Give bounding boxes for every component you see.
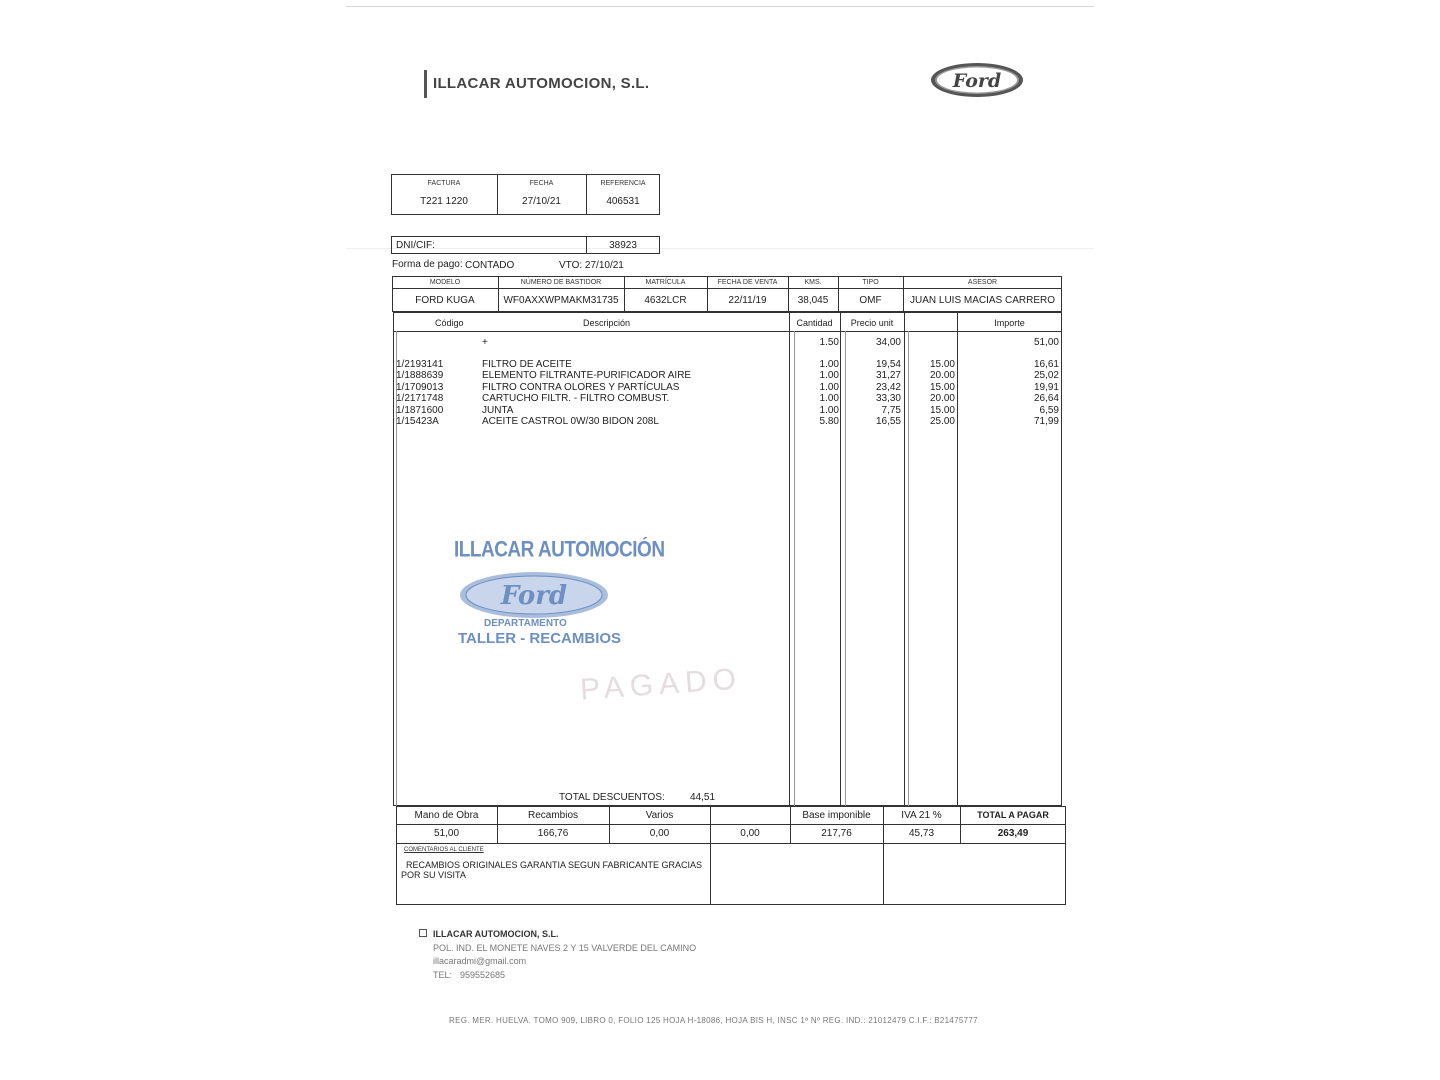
misc-total-value: 0,00 xyxy=(649,828,670,839)
comments-label: COMENTARIOS AL CLIENTE xyxy=(404,847,484,853)
item-code: 1/2193141 xyxy=(396,359,444,370)
item-quantity: 5.80 xyxy=(819,416,839,427)
cantidad-header: Cantidad xyxy=(796,318,833,328)
item-quantity: 1.00 xyxy=(819,370,839,382)
bastidor-value: WF0AXXWPMAKM31735 xyxy=(503,295,619,306)
stamp-shop: TALLER - RECAMBIOS xyxy=(458,630,622,647)
item-description: ACEITE CASTROL 0W/30 BIDON 208L xyxy=(482,416,659,427)
fecha-label: FECHA xyxy=(529,180,554,187)
stamp-title: ILLACAR AUTOMOCIÓN xyxy=(454,538,665,563)
tipo-value: OMF xyxy=(859,295,882,306)
ford-logo-text: Ford xyxy=(952,70,1002,92)
item-amount: 25,02 xyxy=(1033,370,1059,382)
item-quantity: 1.00 xyxy=(819,359,839,370)
total-to-pay-label: TOTAL A PAGAR xyxy=(977,810,1049,820)
labour-price: 34,00 xyxy=(875,337,901,348)
ford-logo xyxy=(930,62,1024,103)
factura-label: FACTURA xyxy=(427,180,461,187)
item-discount: 15.00 xyxy=(929,381,955,393)
dni-label: DNI/CIF: xyxy=(396,240,435,251)
other-total-value: 0,00 xyxy=(740,828,760,839)
factura-value: T221 1220 xyxy=(420,196,468,207)
scan-edge-line xyxy=(346,6,1094,7)
forma-pago-value: CONTADO xyxy=(465,260,515,271)
vat-label: IVA 21 % xyxy=(901,810,942,821)
total-discounts-label: TOTAL DESCUENTOS: xyxy=(559,792,665,803)
item-price: 16,55 xyxy=(875,416,901,427)
forma-pago-label: Forma de pago: xyxy=(392,259,463,270)
footer-tel-value: 959552685 xyxy=(460,970,506,980)
referencia-value: 406531 xyxy=(606,196,640,207)
item-price: 7,75 xyxy=(881,404,901,416)
item-discount: 25.00 xyxy=(929,416,955,427)
item-discount: 15.00 xyxy=(929,359,955,370)
tipo-header: TIPO xyxy=(862,279,879,286)
tax-base-value: 217,76 xyxy=(821,828,852,839)
item-quantity: 1.00 xyxy=(819,404,839,416)
footer-address: POL. IND. EL MONETE NAVES 2 Y 15 VALVERDE DEL CAMINO xyxy=(433,943,697,953)
misc-total-label: Varios xyxy=(645,810,674,821)
item-amount: 16,61 xyxy=(1033,359,1059,370)
company-name: ILLACAR AUTOMOCION, S.L. xyxy=(433,75,650,92)
labour-quantity: 1.50 xyxy=(819,337,839,348)
total-discounts-value: 44,51 xyxy=(690,792,716,803)
stamp-department: DEPARTAMENTO xyxy=(484,618,567,629)
item-description: CARTUCHO FILTR. - FILTRO COMBUST. xyxy=(482,393,670,405)
parts-total-label: Recambios xyxy=(527,810,579,821)
item-discount: 20.00 xyxy=(929,370,955,382)
tax-base-label: Base imponible xyxy=(802,810,871,821)
fecha-venta-header: FECHA DE VENTA xyxy=(717,279,778,286)
total-to-pay-value: 263,49 xyxy=(997,828,1029,839)
asesor-value: JUAN LUIS MACIAS CARRERO xyxy=(909,295,1056,306)
comments-text: RECAMBIOS ORIGINALES GARANTIA SEGUN FABRICANTE GRACIAS POR SU VISITA xyxy=(401,860,703,880)
matricula-value: 4632LCR xyxy=(644,295,687,306)
item-code: 1/2171748 xyxy=(396,393,444,405)
item-code: 1/1871600 xyxy=(396,404,444,416)
stamp-logo-text: Ford xyxy=(500,581,568,611)
footer-company-name: ILLACAR AUTOMOCION, S.L. xyxy=(433,929,559,939)
item-discount: 15.00 xyxy=(929,404,955,416)
paid-stamp: PAGADO xyxy=(579,662,744,707)
parts-total-value: 166,76 xyxy=(537,828,569,839)
item-code: 1/15423A xyxy=(396,416,439,427)
labour-amount: 51,00 xyxy=(1033,337,1059,348)
item-amount: 6,59 xyxy=(1039,404,1059,416)
checkbox-icon xyxy=(419,929,427,937)
referencia-label: REFERENCIA xyxy=(600,180,646,187)
labour-description: + xyxy=(482,337,488,348)
item-price: 23,42 xyxy=(875,381,901,393)
item-description: FILTRO DE ACEITE xyxy=(482,359,572,370)
precio-header: Precio unit xyxy=(850,318,894,328)
kms-header: KMS. xyxy=(804,279,822,286)
item-price: 33,30 xyxy=(875,393,901,405)
bastidor-header: NÚMERO DE BASTIDOR xyxy=(520,279,602,286)
item-description: FILTRO CONTRA OLORES Y PARTÍCULAS xyxy=(482,381,680,393)
modelo-header: MODELO xyxy=(429,279,461,286)
descripcion-header: Descripción xyxy=(583,318,631,328)
vencimiento: VTO: 27/10/21 xyxy=(559,260,624,271)
footer-tel-label: TEL: xyxy=(433,970,453,980)
labour-total-label: Mano de Obra xyxy=(414,810,479,821)
item-quantity: 1.00 xyxy=(819,381,839,393)
item-description: ELEMENTO FILTRANTE-PURIFICADOR AIRE xyxy=(482,370,692,382)
footer-registry: REG. MER. HUELVA. TOMO 909, LIBRO 0, FOLIO 125 HOJA H-18086, HOJA BIS H, INSC 1ª Nº REG. IND.: 21012479 C.I.F.: B21475777 xyxy=(449,1016,978,1025)
item-description: JUNTA xyxy=(482,404,514,416)
company-bar xyxy=(424,70,427,98)
fecha-venta-value: 22/11/19 xyxy=(728,295,767,306)
item-amount: 26,64 xyxy=(1033,393,1059,405)
item-quantity: 1.00 xyxy=(819,393,839,405)
stamp-ford-logo xyxy=(458,570,610,620)
asesor-header: ASESOR xyxy=(967,279,998,286)
item-code: 1/1709013 xyxy=(396,381,444,393)
dni-value: 38923 xyxy=(609,240,637,251)
item-price: 19,54 xyxy=(875,359,901,370)
codigo-header: Código xyxy=(435,318,464,328)
item-discount: 20.00 xyxy=(929,393,955,405)
item-price: 31,27 xyxy=(875,370,901,382)
item-amount: 19,91 xyxy=(1033,381,1059,393)
labour-total-value: 51,00 xyxy=(433,828,460,839)
modelo-value: FORD KUGA xyxy=(415,295,475,306)
footer-email: illacaradmi@gmail.com xyxy=(433,956,527,966)
kms-value: 38,045 xyxy=(797,295,829,306)
item-amount: 71,99 xyxy=(1033,416,1059,427)
vat-value: 45,73 xyxy=(908,828,935,839)
matricula-header: MATRÍCULA xyxy=(645,279,686,286)
importe-header: Importe xyxy=(994,318,1025,328)
item-code: 1/1888639 xyxy=(396,370,444,382)
fecha-value: 27/10/21 xyxy=(522,196,561,207)
